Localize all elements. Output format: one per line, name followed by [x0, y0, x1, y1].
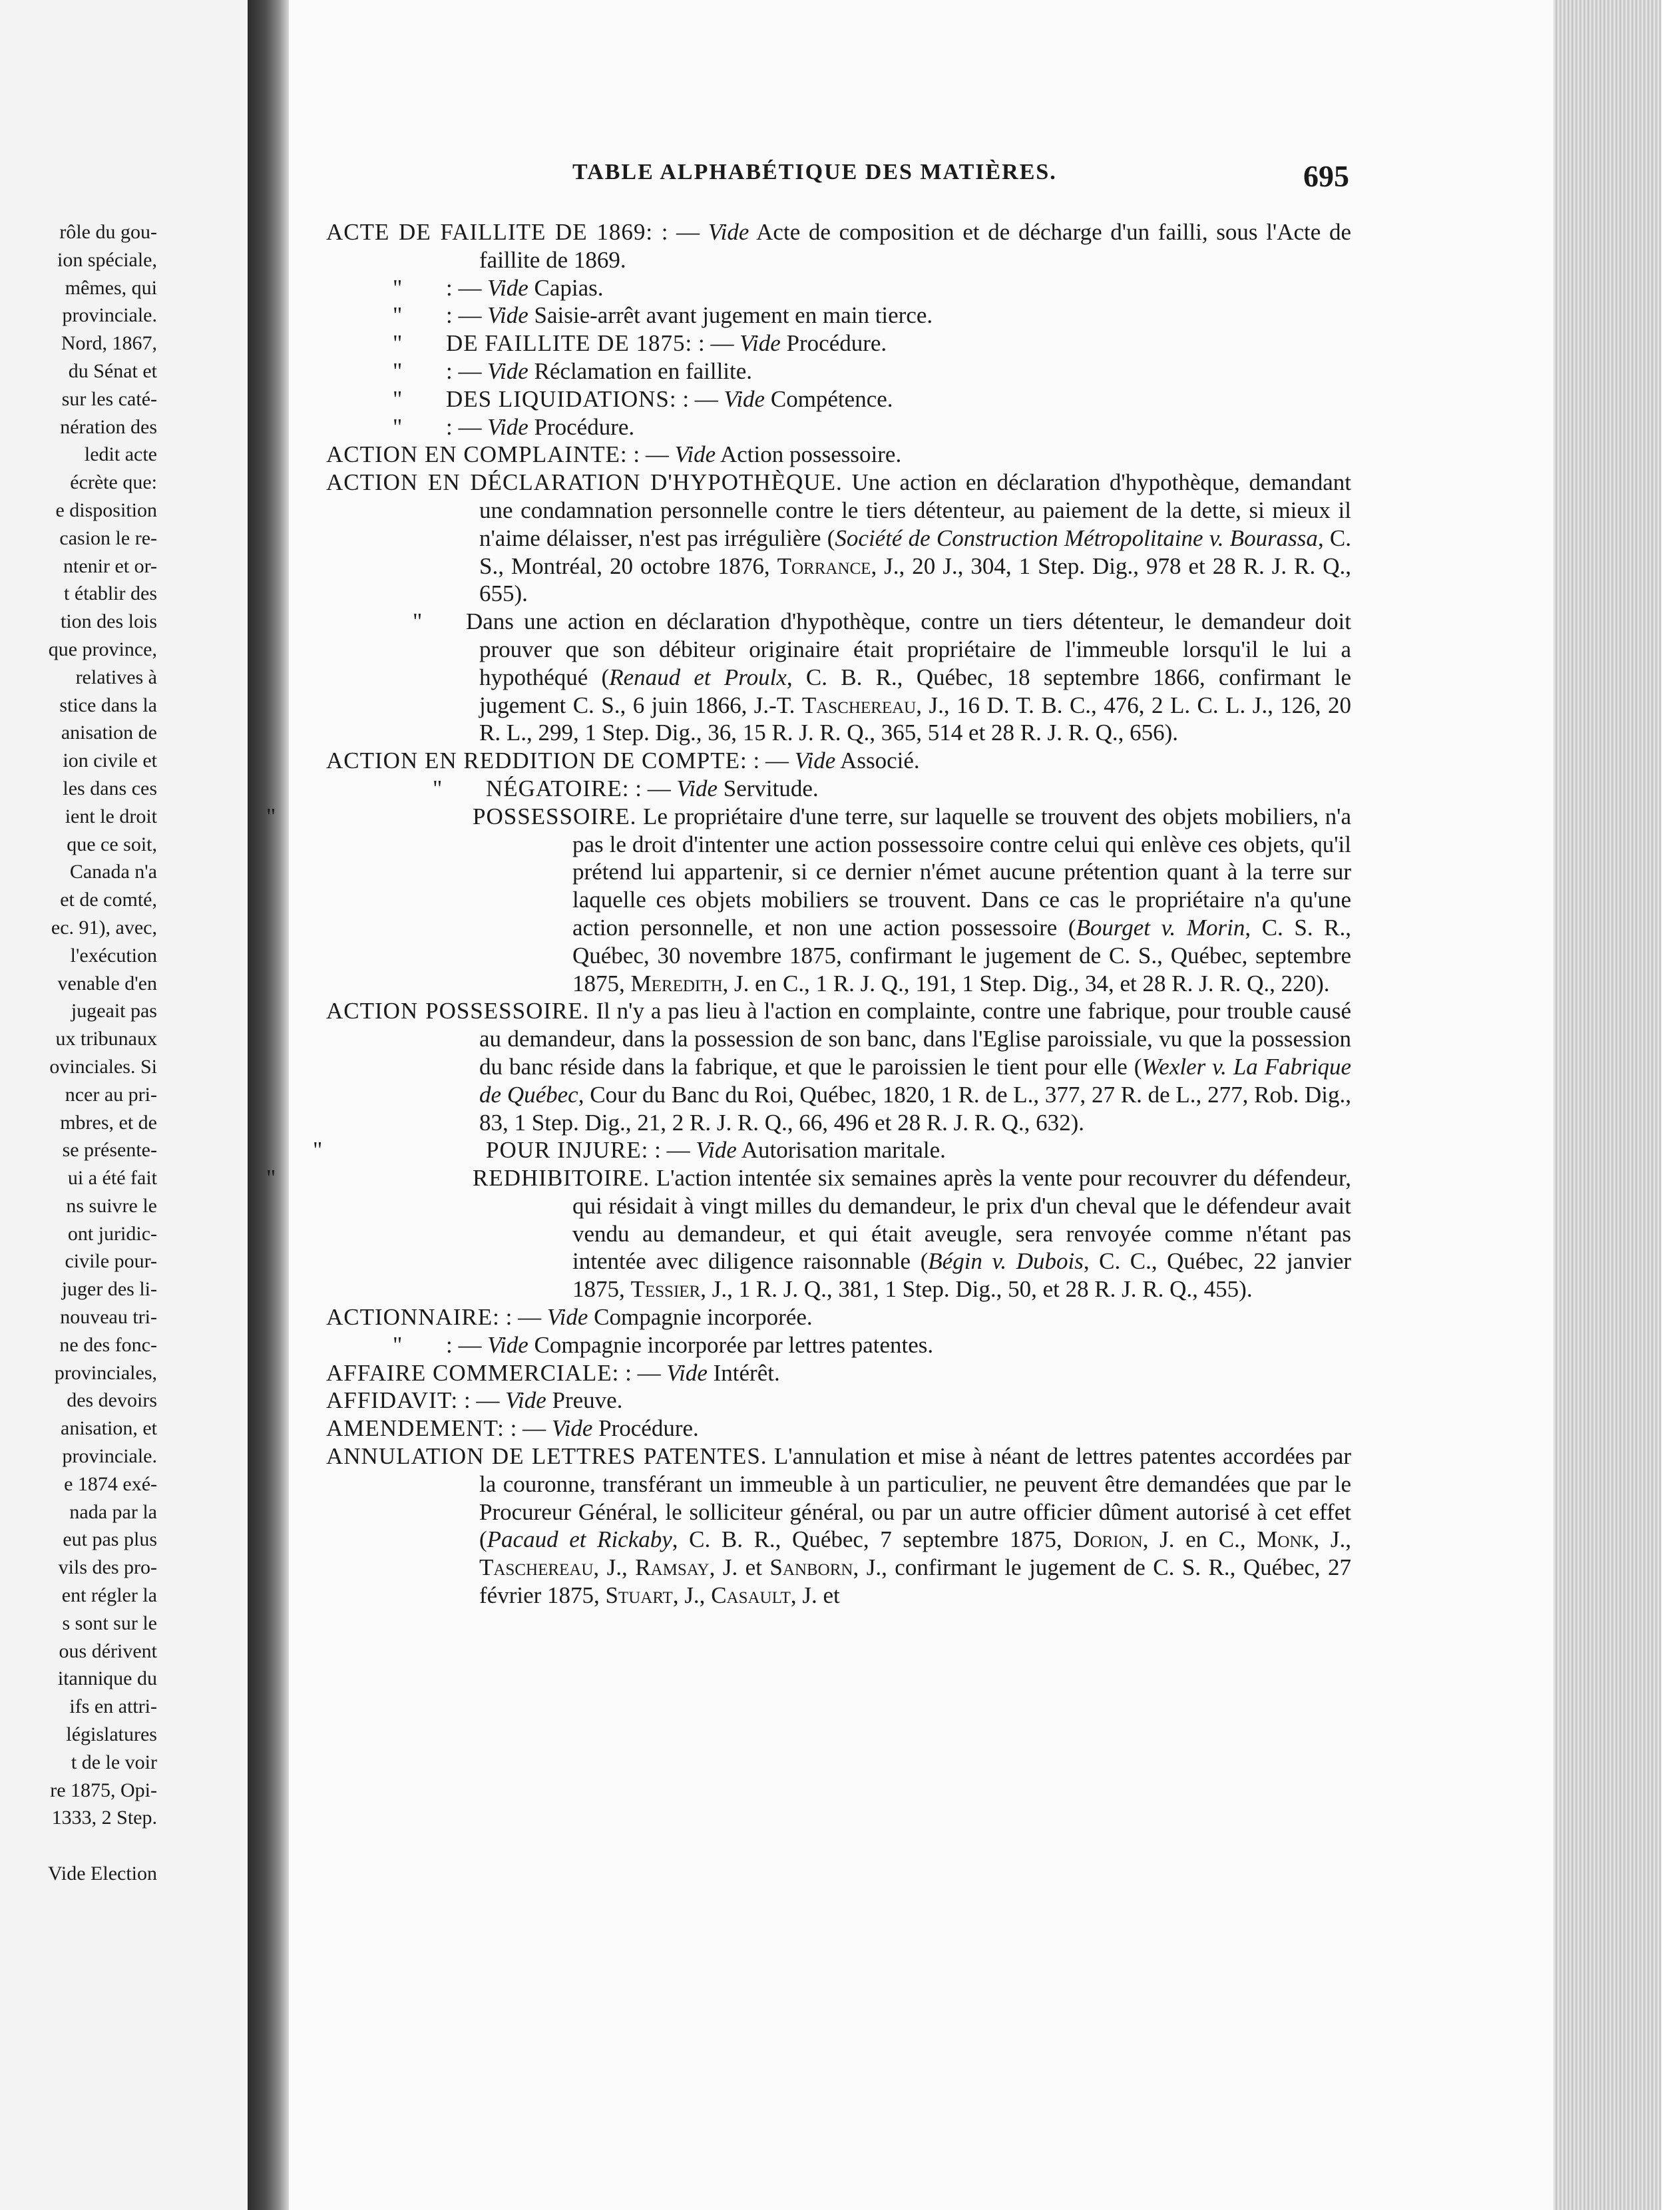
- page-edges: [1554, 0, 1680, 2210]
- facing-page-line: s sont sur le: [62, 1612, 157, 1634]
- facing-page-line: e 1874 exé-: [64, 1472, 157, 1495]
- facing-page-line: sur les caté-: [61, 387, 157, 410]
- facing-page-line: ns suivre le: [66, 1194, 157, 1217]
- facing-page-line: provinciale.: [62, 304, 157, 327]
- entry-pour-injure: " POUR INJURE: : — Vide Autorisation maritale.: [313, 1137, 946, 1164]
- facing-page-line: ont juridic-: [67, 1222, 157, 1245]
- facing-page-line: civile pour-: [65, 1250, 157, 1273]
- entry-procedure: " : — Vide Procédure.: [393, 413, 635, 440]
- facing-page-line: ne des fonc-: [59, 1333, 157, 1356]
- facing-page-line: jugeait pas: [71, 1000, 157, 1022]
- facing-page-line: ledit acte: [84, 443, 157, 466]
- facing-page-line: ux tribunaux: [55, 1028, 157, 1050]
- facing-page-line: ntenir et or-: [63, 554, 157, 577]
- facing-page-line: des devoirs: [67, 1389, 157, 1412]
- facing-page-line: ous dérivent: [59, 1640, 157, 1662]
- index-content: [266, 218, 1352, 1610]
- facing-page-line: re 1875, Opi-: [50, 1779, 157, 1801]
- facing-page-line: juger des li-: [61, 1278, 157, 1301]
- facing-page-line: t de le voir: [71, 1751, 157, 1773]
- facing-page-line: rôle du gou-: [59, 221, 157, 243]
- entry-acte-faillite-1869: ACTE DE FAILLITE DE 1869: : — Vide Acte de composition et de décharge d'un failli, sous l'Acte de faillite de 1869.: [326, 219, 1352, 273]
- entry-action-complainte: ACTION EN COMPLAINTE: : — Vide Action possessoire.: [326, 441, 902, 468]
- facing-page-line: tion des lois: [60, 610, 157, 633]
- facing-page-line: l'exécution: [70, 944, 157, 967]
- entry-possessoire: " POSSESSOIRE. Le propriétaire d'une terre, sur laquelle se trouvent des objets mobiliers, n'a pas le droit d'intenter une action possessoire contre celui qui enlève ces objets, qu'il prétend lui appartenir, si ce dernier n'émet aucune prétention quant à la terre sur laquelle ces objets mobiliers se trouvent. Dans ce cas le propriétaire n'a qu'une action personnelle, et non une action possessoire (Bourget v. Morin, C. S. R., Québec, 30 novembre 1875, confirmant le jugement de C. S., Québec, septembre 1875, Meredith, J. en C., 1 R. J. Q., 191, 1 Step. Dig., 34, et 28 R. J. R. Q., 220).: [266, 803, 1351, 996]
- facing-page-line: que province,: [48, 638, 157, 660]
- entry-reclamation: " : — Vide Réclamation en faillite.: [393, 357, 753, 384]
- facing-page-line: stice dans la: [59, 694, 157, 716]
- facing-page-line: venable d'en: [57, 972, 157, 994]
- running-head: TABLE ALPHABÉTIQUE DES MATIÈRES.: [572, 160, 1057, 184]
- facing-page-line: e disposition: [55, 499, 157, 521]
- facing-page-line: t établir des: [64, 582, 157, 605]
- entry-negatoire: " NÉGATOIRE: : — Vide Servitude.: [433, 775, 819, 801]
- entry-affidavit: AFFIDAVIT: : — Vide Preuve.: [326, 1387, 623, 1414]
- facing-page-line: ent régler la: [61, 1584, 157, 1607]
- entry-action-declaration: ACTION EN DÉCLARATION D'HYPOTHÈQUE. Une action en déclaration d'hypothèque, demandant une condamnation personnelle contre le tiers détenteur, au paiement de la dette, si mieux il n'aime délaisser, n'est pas irrégulière (Société de Construction Métropolitaine v. Bourassa, C. S., Montréal, 20 octobre 1876, Torrance, J., 20 J., 304, 1 Step. Dig., 978 et 28 R. J. R. Q., 655).: [326, 469, 1352, 607]
- entry-action-declaration-para2: " Dans une action en déclaration d'hypothèque, contre un tiers détenteur, le demandeur doit prouver que son débiteur originaire était propriétaire de l'immeuble lorsqu'il le lui a hypothéqué (Renaud et Proulx, C. B. R., Québec, 18 septembre 1866, confirmant le jugement C. S., 6 juin 1866, J.-T. Taschereau, J., 16 D. T. B. C., 476, 2 L. C. L. J., 126, 20 R. L., 299, 1 Step. Dig., 36, 15 R. J. R. Q., 365, 514 et 28 R. J. R. Q., 656).: [413, 608, 1352, 746]
- facing-page-line: et de comté,: [60, 889, 157, 911]
- facing-page-line: nération des: [60, 415, 157, 438]
- entry-actionnaire: ACTIONNAIRE: : — Vide Compagnie incorporée.: [326, 1304, 813, 1331]
- facing-page-line: Vide Election: [48, 1863, 157, 1885]
- facing-page-line: mêmes, qui: [65, 276, 157, 299]
- facing-page-line: ovinciales. Si: [49, 1055, 157, 1078]
- facing-page-line: ion civile et: [63, 750, 157, 772]
- facing-page-text: [0, 218, 157, 1888]
- facing-page-line: casion le re-: [59, 527, 157, 549]
- entry-action-reddition: ACTION EN REDDITION DE COMPTE: : — Vide Associé.: [326, 748, 920, 774]
- entry-faillite-1875: " DE FAILLITE DE 1875: : — Vide Procédure.: [393, 330, 887, 357]
- facing-page-line: ncer au pri-: [65, 1083, 157, 1106]
- entry-action-possessoire: ACTION POSSESSOIRE. Il n'y a pas lieu à l'action en complainte, contre une fabrique, pour trouble causé au demandeur, dans la possession de son banc, dans l'Eglise paroissiale, vu que la possession du banc réside dans la fabrique, et que le paroissien le tient pour elle (Wexler v. La Fabrique de Québec, Cour du Banc du Roi, Québec, 1820, 1 R. de L., 377, 27 R. de L., 277, Rob. Dig., 83, 1 Step. Dig., 21, 2 R. J. R. Q., 66, 496 et 28 R. J. R. Q., 632).: [326, 998, 1351, 1136]
- entry-annulation: ANNULATION DE LETTRES PATENTES. L'annulation et mise à néant de lettres patentes accordées par la couronne, transférant un immeuble à un particulier, ne peuvent être demandées que par le Procureur Général, le solliciteur général, ou par un autre officier dûment autorisé à cet effet (Pacaud et Rickaby, C. B. R., Québec, 7 septembre 1875, Dorion, J. en C., Monk, J., Taschereau, J., Ramsay, J. et Sanborn, J., confirmant le jugement de C. S. R., Québec, 27 février 1875, Stuart, J., Casault, J. et: [326, 1443, 1351, 1609]
- facing-page-line: [0, 1832, 157, 1860]
- facing-page-line: ec. 91), avec,: [51, 916, 157, 939]
- facing-page-line: relatives à: [75, 666, 157, 688]
- entry-affaire-commerciale: AFFAIRE COMMERCIALE: : — Vide Intérêt.: [326, 1359, 780, 1386]
- facing-page-line: ifs en attri-: [69, 1695, 157, 1718]
- facing-page-line: provinciales,: [54, 1361, 157, 1384]
- page-number: 695: [1303, 159, 1349, 193]
- facing-page-line: eut pas plus: [63, 1528, 157, 1551]
- facing-page-line: 1333, 2 Step.: [51, 1807, 157, 1829]
- entry-capias: " : — Vide Capias.: [393, 274, 604, 301]
- facing-page-line: itannique du: [57, 1667, 157, 1690]
- facing-page-line: provinciale.: [62, 1445, 157, 1468]
- entry-redhibitoire: " REDHIBITOIRE. L'action intentée six semaines après la vente pour recouvrer du défendeur, qui résidait à vingt milles du demandeur, le prix d'un cheval que le défendeur avait vendu au demandeur, et qui était aveugle, sera renvoyée comme n'étant pas intentée avec diligence raisonnable (Bégin v. Dubois, C. C., Québec, 22 janvier 1875, Tessier, J., 1 R. J. Q., 381, 1 Step. Dig., 50, et 28 R. J. R. Q., 455).: [266, 1165, 1352, 1303]
- facing-page-line: anisation de: [61, 722, 157, 744]
- facing-page: [0, 0, 248, 2210]
- facing-page-line: Canada n'a: [69, 861, 157, 883]
- entry-liquidations: " DES LIQUIDATIONS: : — Vide Compétence.: [393, 385, 893, 412]
- facing-page-line: anisation, et: [61, 1417, 157, 1440]
- entry-actionnaire-2: " : — Vide Compagnie incorporée par lettres patentes.: [393, 1331, 934, 1358]
- facing-page-line: du Sénat et: [68, 359, 157, 382]
- facing-page-line: Nord, 1867,: [61, 332, 157, 355]
- facing-page-line: ui a été fait: [67, 1167, 157, 1190]
- entry-amendement: AMENDEMENT: : — Vide Procédure.: [326, 1415, 699, 1442]
- facing-page-line: que ce soit,: [67, 833, 157, 855]
- facing-page-line: ion spéciale,: [57, 248, 157, 271]
- facing-page-line: législatures: [66, 1723, 157, 1746]
- book-gutter: [248, 0, 289, 2210]
- facing-page-line: les dans ces: [63, 777, 157, 799]
- facing-page-line: écrète que:: [70, 471, 157, 494]
- facing-page-line: se présente-: [62, 1139, 157, 1162]
- facing-page-line: ient le droit: [65, 805, 157, 827]
- entry-saisie-arret: " : — Vide Saisie-arrêt avant jugement en main tierce.: [393, 302, 933, 329]
- facing-page-line: nouveau tri-: [60, 1306, 157, 1329]
- facing-page-line: mbres, et de: [60, 1111, 157, 1134]
- facing-page-line: nada par la: [69, 1500, 157, 1523]
- facing-page-line: vils des pro-: [58, 1556, 157, 1579]
